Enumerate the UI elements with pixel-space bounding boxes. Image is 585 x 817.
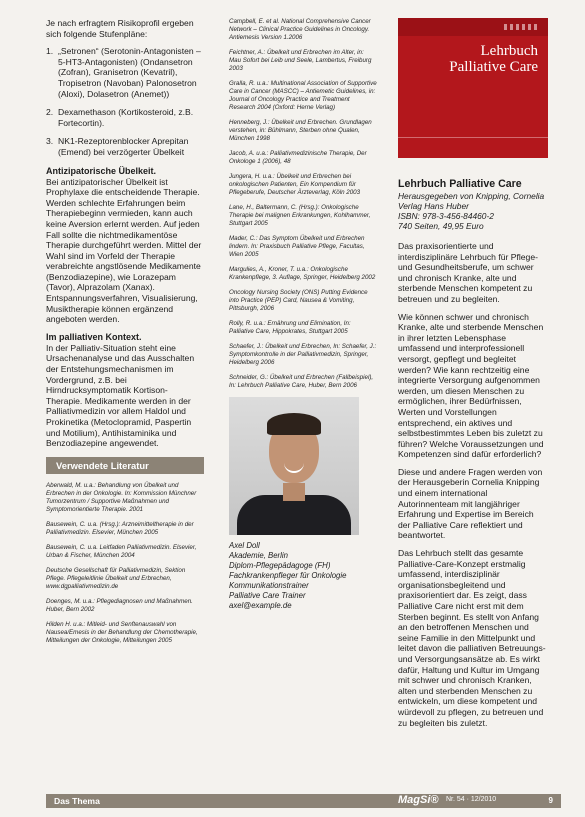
- list-item: 2. Dexamethason (Kortikosteroid, z.B. Fortecortin).: [46, 107, 194, 128]
- book-title: Lehrbuch Palliative Care: [398, 178, 522, 190]
- review-paragraph: Wie können schwer und chronisch Kranke, alte und sterbende Menschen in ihrer letzten Lebensphase umfassend und interprofessionell versorgt, gepflegt und begleitet werden? Wie kann rechtzeitig eine integrierte Versorgung aufgenommen werden, um diesen Menschen zu ermöglichen, ihrer Bedürfnissen, Werten und Vorstellungen entsprechend, ein aktives und selbstbestimmtes Leben bis zuletzt zu führen? Welche Voraussetzungen und Kompetenzen sind dafür erforderlich?: [398, 311, 544, 460]
- literature-entry: Doenges, M. u.a.: Pflegediagnosen und Maßnahmen. Huber, Bern 2002: [46, 597, 193, 613]
- literature-entry: Jungera, H. u.a.: Übelkeit und Erbrechen bei onkologischen Patienten, Ein Kompendium für Pflegeberufe, Deutscher Ärzteverlag, Köln 2003: [229, 173, 361, 196]
- literature-entry: Margulies, A., Kroner, T. u.a.: Onkologische Krankenpflege, 3. Auflage, Springer, Heidelberg 2002: [229, 266, 376, 281]
- column-middle: [229, 18, 377, 611]
- book-meta: Verlag Hans Huber: [398, 201, 469, 211]
- literature-entry: Mader, C.: Das Symptom Übelkeit und Erbrechen lindern. In: Praxisbuch Palliative Pflege, Facultas, Wien 2005: [229, 235, 365, 258]
- footer-issue: Nr. 54 · 12/2010: [446, 796, 497, 803]
- author-line: Fachkrankenpfleger für Onkologie: [229, 571, 347, 580]
- author-line: Akademie, Berlin: [229, 551, 288, 560]
- literature-entry: Aberwald, M. u.a.: Behandlung von Übelkeit und Erbrechen in der Onkologie. In: Kommission Münchner Tumorzentrum / Supportive Maßnahmen und Symptomorientierte Therapie. 2001: [46, 481, 197, 513]
- book-cover-image: [398, 18, 548, 158]
- paragraph-antizipatorisch: Bei antizipatorischer Übelkeit ist Prophylaxe die entscheidende Therapie. Werden schlechte Erfahrungen beim Therapiebeginn vermieden, kann auch keine Aversion erlernt werden. Auf jeden Fall sollte die nichtmedikamentöse Therapie durchgeführt werden. Mittel der Wahl sind im Vorfeld der Therapie verabreichte angstlösende Medikamente (Benzodiazepine), wie Lorazepam (Tavor), Alprazolam (Xanax). Entspannungsverfahren, Visualisierung, Musiktherapie können ergänzend angeboten werden.: [46, 176, 202, 325]
- footer-section: Das Thema: [54, 796, 100, 806]
- literature-entry: Bausewein, C. u.a. Leitfaden Palliativmedizin. Elsevier, Urban & Fischer, München 2004: [46, 543, 197, 559]
- literature-entry: Schneider, G.: Übelkeit und Erbrechen (Fallbeispiel), In: Lehrbuch Palliative Care, Huber, Bern 2006: [229, 374, 374, 389]
- author-line: Kommunikationstrainer: [229, 581, 309, 590]
- page-number: 9: [548, 796, 553, 805]
- literature-entry: Deutsche Gesellschaft für Palliativmedizin, Sektion Pflege. Pflegeleitlinie Übelkeit und Erbrechen, www.dgpalliativmedizin.de: [46, 566, 186, 590]
- author-line: Palliative Care Trainer: [229, 591, 306, 600]
- author-photo: [229, 397, 359, 535]
- literature-entry: Jacob, A. u.a.: Palliativmedizinische Therapie, Der Onkologe 1 (2006), 48: [229, 150, 367, 165]
- author-email: axel@example.de: [229, 601, 292, 610]
- literature-entry: Bausewein, C. u.a. (Hrsg.): Arzneimitteltherapie in der Palliativmedizin. Elsevier, München 2005: [46, 520, 194, 536]
- book-cover-title-line1: Lehrbuch: [480, 43, 538, 59]
- heading-palliativ: Im palliativen Kontext.: [46, 331, 142, 342]
- literature-heading: Verwendete Literatur: [46, 457, 204, 474]
- literature-entry: Oncology Nursing Society (ONS) Putting Evidence into Practice (PEP) Card, Nausea & Vomiting, Pittsburgh, 2006: [229, 289, 368, 312]
- book-meta: Herausgegeben von Knipping, Cornelia: [398, 191, 545, 201]
- book-meta: 740 Seiten, 49,95 Euro: [398, 221, 484, 231]
- review-paragraph: Das Lehrbuch stellt das gesamte Palliative-Care-Konzept erstmalig umfassend, interdisziplinär organisationsbegleitend und praxisorientiert dar. Es zeigt, dass Palliative Care nicht erst mit dem Sterben beginnt. Es stellt von Anfang an den betroffenen Menschen und seine Familie in den Mittelpunkt und leitet davon die palliativen Betreuungs- und Versorgungsansätze ab. Es wirkt dafür, Haltung und Kultur im Umgang mit schwer und chronisch Kranken, alten und sterbenden Menschen zu entwickeln, um diese kompetent und würdevoll zu pflegen, zu betreuen und zu begleiten bis zuletzt.: [398, 548, 546, 728]
- literature-entry: Lane, H., Baltermann, C. (Hrsg.): Onkologische Therapie bei malignen Erkrankungen, Kohlhammer, Stuttgart 2005: [229, 204, 371, 227]
- literature-entry: Rolly, R. u.a.: Ernährung und Elimination, In: Palliative Care, Hippokrates, Stuttgart 2005: [229, 320, 351, 335]
- literature-entry: Hilden H. u.a.: Mitleid- und Senftenauswahl von Nausea/Emesis in der Behandlung der Chemotherapie, Mitteilungen der Onkologie, Mitteilungen 2005: [46, 620, 198, 644]
- literature-entry: Campbell, E. et al. National Comprehensive Cancer Network – Clinical Practice Guidelines in Oncology. Antiemesis Version 1.2006: [229, 18, 371, 41]
- intro-paragraph: Je nach erfragtem Risikoprofil ergeben sich folgende Stufenpläne:: [46, 18, 194, 39]
- paragraph-palliativ: In der Palliativ-Situation steht eine Ursachenanalyse und das Ausschalten der Entstehungsmechanismen im Vordergrund, z.B. bei Hirndrucksymptomatik Kortison-Therapie. Medikamente werden in der Palliativmedizin vor allem Haldol und Prokinetika (Metoclopramid, Paspertin und Motilium), Antihistaminika und Benzodiazepine angewendet.: [46, 342, 195, 449]
- literature-entry: Schaefer, J.: Übelkeit und Erbrechen, In: Schaefer, J.: Symptomkontrolle in der Palliativmedizin, Springer, Heidelberg 2006: [229, 343, 377, 366]
- literature-entry: Feichtner, A.: Übelkeit und Erbrechen im Alter, in: Mau Sofort bei Leib und Seele, Lambertus, Freiburg 2003: [229, 49, 372, 72]
- author-line: Diplom-Pflegepädagoge (FH): [229, 561, 331, 570]
- list-item: 3. NK1-Rezeptorenblocker Aprepitan (Emend) bei verzögerter Übelkeit: [46, 136, 189, 157]
- literature-entry: Gralla, R. u.a.: Multinational Association of Supportive Care in Cancer (MASCC) – Antiemetic Guidelines, in: Journal of Oncology Practice and Treatment Research 2004 (Oxford: Herne Verlag): [229, 80, 377, 111]
- literature-entry: Henneberg, J.: Übelkeit und Erbrechen. Grundlagen verstehen, in: Bühlmann, Sterben ohne Qualen, München 1998: [229, 119, 372, 142]
- review-paragraph: Diese und andere Fragen werden von der Herausgeberin Cornelia Knipping und einem international Autorinnenteam mit langjähriger Erfahrung und Expertise im Bereich der Palliative Care reflektiert und beantwortet.: [398, 466, 543, 541]
- book-meta: ISBN: 978-3-456-84460-2: [398, 211, 494, 221]
- heading-antizipatorisch: Antizipatorische Übelkeit.: [46, 165, 157, 176]
- column-right: [398, 18, 548, 735]
- stufenplan-list: [46, 46, 204, 157]
- review-paragraph: Das praxisorientierte und interdisziplinäre Lehrbuch für Pflege- und Gesundheitsberufe, um schwer und chronisch Kranke, alte und sterbende Menschen kompetent zu betreuen und zu begleiten.: [398, 241, 538, 304]
- author-name: Axel Doll: [229, 541, 260, 550]
- page-footer: [46, 794, 561, 808]
- column-left: [46, 18, 204, 652]
- book-cover-title-line2: Palliative Care: [449, 59, 538, 75]
- footer-brand: MagSi®: [398, 794, 439, 806]
- list-item: 1. „Setronen“ (Serotonin-Antagonisten – 5-HT3-Antagonisten) (Ondansetron (Zofran), Granisetron (Kevatril), Tropisetron (Navoban) Palonosetron (Aloxi), Dolasetron (Anemet)): [46, 46, 201, 99]
